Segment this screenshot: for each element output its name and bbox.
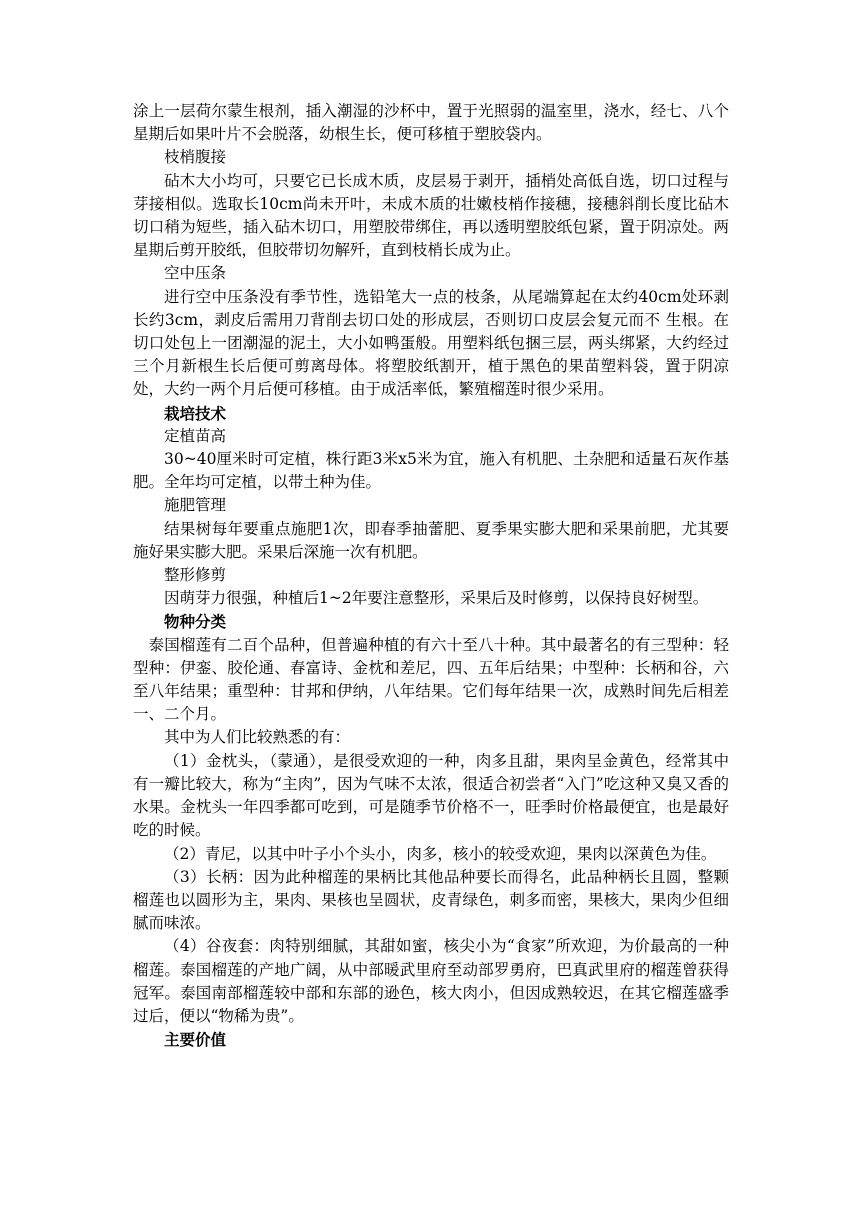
list-item-variety-4: （4）谷夜套：肉特别细腻，其甜如蜜，核尖小为“食家”所欢迎，为价最高的一种榴莲。泰国榴莲的产地广阔，从中部暖武里府至动部罗勇府，巴真武里府的榴莲曾获得冠军。泰国南部榴莲较中部和东部的逊色，核大肉小，但因成熟较迟，在其它榴莲盛季过后，便以“物稀为贵”。 — [133, 937, 729, 1025]
paragraph-branch-grafting: 砧木大小均可，只要它已长成木质，皮层易于剥开，插梢处高低自选，切口过程与芽接相似。选取长10cm尚未开叶，未成木质的壮嫩枝梢作接穗，接穗斜削长度比砧木切口稍为短些，插入砧木切口，用塑胶带绑住，再以透明塑胶纸包紧，置于阴凉处。两星期后剪开胶纸，但胶带切勿解歼，直到枝梢长成为止。 — [133, 171, 729, 260]
paragraph-planting: 30~40厘米时可定植，株行距3米x5米为宜，施入有机肥、土杂肥和适量石灰作基肥。全年均可定植，以带土种为佳。 — [133, 450, 729, 492]
section-heading-species: 物种分类 — [164, 612, 227, 632]
subheading-pruning: 整形修剪 — [164, 566, 227, 585]
subheading-air-layering: 空中压条 — [164, 264, 227, 283]
section-heading-main-value: 主要价值 — [164, 1030, 227, 1050]
paragraph-species-overview: 泰国榴莲有二百个品种，但普遍种植的有六十至八十种。其中最著名的有三型种：轻型种：伊銮、胶伦通、春富诗、金枕和差尼，四、五年后结果；中型种：长柄和谷，六至八年结果；重型种：甘邦和伊纳，八年结果。它们每年结果一次，成熟时间先后相差一、二个月。 — [133, 635, 729, 724]
list-item-variety-2: （2）青尼，以其中叶子小个头小，肉多，核小的较受欢迎，果肉以深黄色为佳。 — [164, 844, 717, 863]
list-item-variety-3: （3）长柄：因为此种榴莲的果柄比其他品种要长而得名，此品种柄长且圆，整颗榴莲也以圆形为主，果肉、果核也呈圆状，皮青绿色，刺多而密，果核大，果肉少但细腻而味浓。 — [133, 867, 729, 933]
list-item-variety-1: （1）金枕头，（蒙通），是很受欢迎的一种，肉多且甜，果肉呈金黄色，经常其中有一瓣比较大，称为“主肉”，因为气味不太浓，很适合初尝者“入门”吃这种又臭又香的水果。金枕头一年四季都可吃到，可是随季节价格不一，旺季时价格最便宜，也是最好吃的时候。 — [133, 751, 729, 840]
document-body — [133, 100, 729, 1051]
section-heading-cultivation: 栽培技术 — [164, 403, 227, 423]
paragraph-air-layering: 进行空中压条没有季节性，选铅笔大一点的枝条，从尾端算起在太约40cm处环剥长约3cm，剥皮后需用刀背削去切口处的形成层，否则切口皮层会复元而不 生根。在切口处包上一团潮湿的泥土，大小如鸭蛋般。用塑料纸包捆三层，两头绑紧，大约经过三个月新根生长后便可剪离母体。将塑胶纸割开，植于黑色的果苗塑料袋，置于阴凉处，大约一两个月后便可移植。由于成活率低，繁殖榴莲时很少采用。 — [133, 287, 729, 399]
subheading-fertilizer: 施肥管理 — [164, 496, 227, 515]
subheading-planting-height: 定植苗高 — [164, 426, 227, 445]
subheading-branch-grafting: 枝梢腹接 — [164, 148, 227, 167]
paragraph-fertilizer: 结果树每年要重点施肥1次，即春季抽蕾肥、夏季果实膨大肥和采果前肥，尤其要施好果实膨大肥。采果后深施一次有机肥。 — [133, 519, 729, 561]
paragraph-propagation-cutting-end: 涂上一层荷尔蒙生根剂，插入潮湿的沙杯中，置于光照弱的温室里，浇水，经七、八个星期后如果叶片不会脱落，幼根生长，便可移植于塑胶袋内。 — [133, 102, 729, 144]
paragraph-familiar-varieties: 其中为人们比较熟悉的有： — [164, 728, 351, 747]
paragraph-pruning: 因萌芽力很强，种植后1~2年要注意整形，采果后及时修剪，以保持良好树型。 — [164, 589, 709, 608]
